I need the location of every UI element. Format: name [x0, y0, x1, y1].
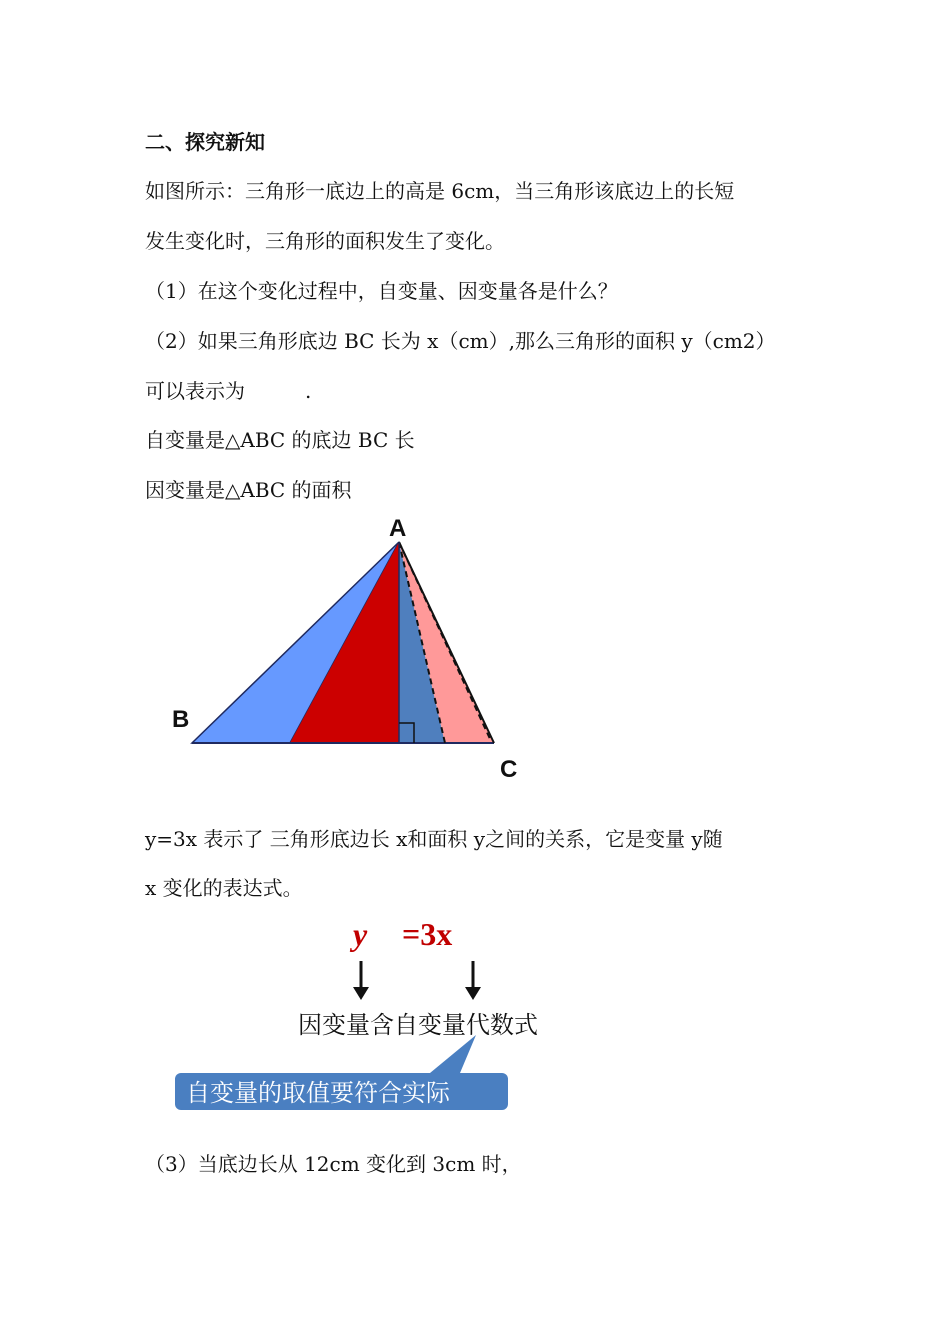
- arrow-down-icon: [465, 961, 481, 1000]
- label-vertex-a: A: [389, 515, 407, 542]
- question-1: （1）在这个变化过程中，自变量、因变量各是什么？: [145, 279, 618, 303]
- label-vertex-c: C: [500, 756, 518, 783]
- variable-description: 因变量含自变量代数式: [298, 1011, 538, 1039]
- section-title: 二、探究新知: [145, 130, 265, 154]
- question-2-line-1: （2）如果三角形底边 BC 长为 x（cm）,那么三角形的面积 y（cm2）: [145, 329, 776, 353]
- equation-diagram: [160, 905, 580, 1120]
- answer-independent-variable: 自变量是△ABC 的底边 BC 长: [145, 428, 415, 452]
- triangle-diagram: [160, 505, 530, 790]
- intro-line-2: 发生变化时，三角形的面积发生了变化。: [145, 229, 505, 253]
- relation-line-1: y=3x 表示了 三角形底边长 x和面积 y之间的关系，它是变量 y随: [145, 827, 723, 851]
- callout-text: 自变量的取值要符合实际: [186, 1079, 450, 1107]
- equation-rhs: =3x: [402, 916, 453, 952]
- arrow-down-icon: [353, 961, 369, 1000]
- answer-dependent-variable: 因变量是△ABC 的面积: [145, 478, 352, 502]
- relation-line-2: x 变化的表达式。: [145, 876, 303, 900]
- equation-y: y: [353, 916, 368, 952]
- question-3: （3）当底边长从 12cm 变化到 3cm 时，: [145, 1152, 522, 1176]
- question-2-line-2: 可以表示为 .: [145, 379, 312, 403]
- callout-box: [175, 1035, 508, 1110]
- intro-line-1: 如图所示：三角形一底边上的高是 6cm，当三角形该底边上的长短: [145, 179, 735, 203]
- label-vertex-b: B: [172, 706, 190, 733]
